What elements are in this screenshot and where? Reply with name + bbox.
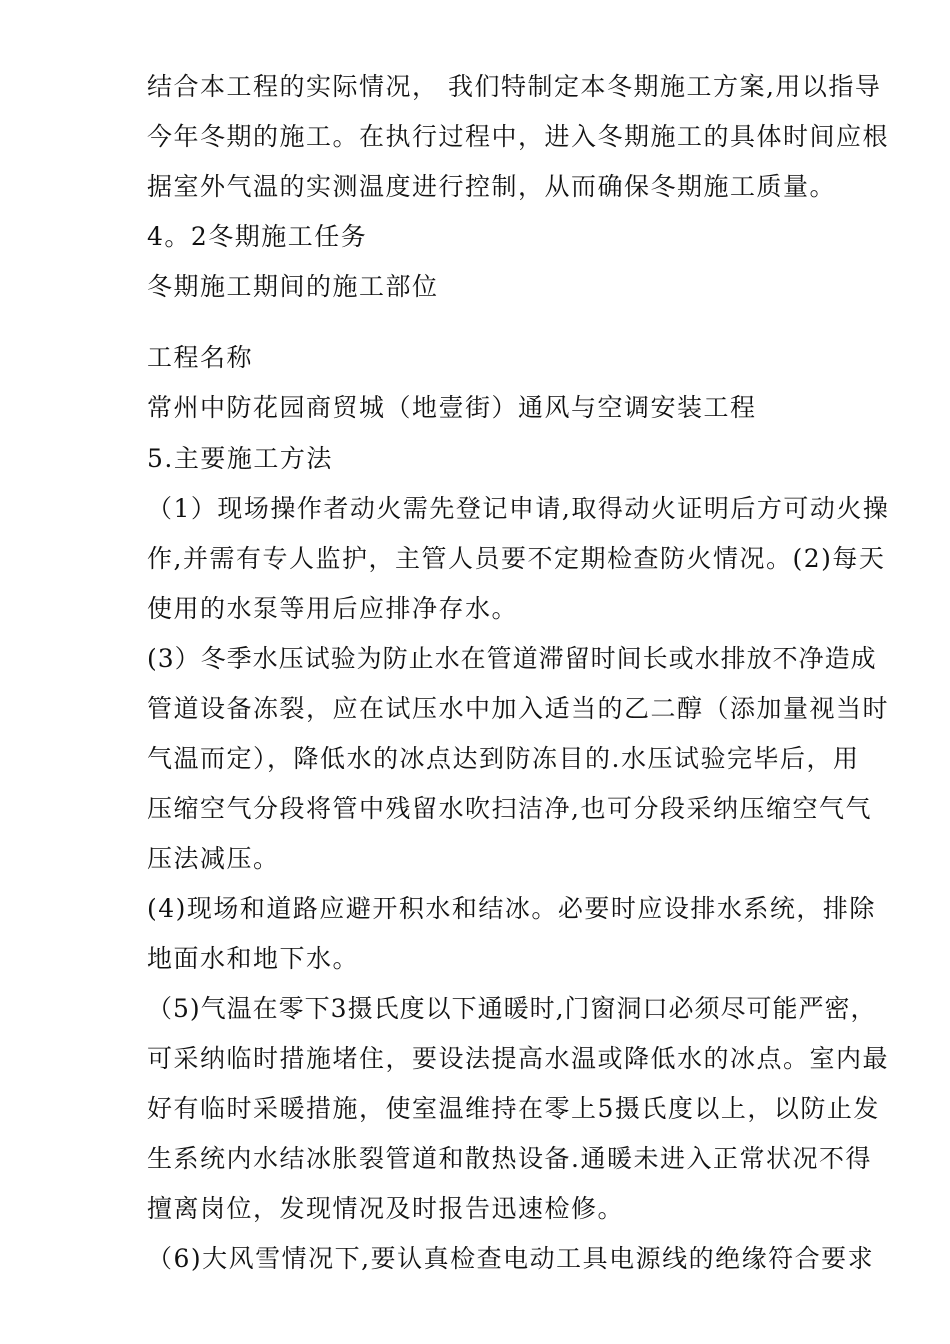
section-heading: 5.主要施工方法 bbox=[147, 444, 333, 473]
paragraph-line: 压缩空气分段将管中残留水吹扫洁净,也可分段采纳压缩空气气 bbox=[147, 794, 872, 823]
paragraph-line: 作,并需有专人监护，主管人员要不定期检查防火情况。(2)每天 bbox=[147, 544, 886, 573]
paragraph-line: (4)现场和道路应避开积水和结冰。必要时应设排水系统，排除 bbox=[147, 894, 876, 923]
paragraph-line: 好有临时采暖措施，使室温维持在零上5摄氏度以上，以防止发 bbox=[147, 1094, 880, 1123]
project-name: 常州中防花园商贸城（地壹街）通风与空调安装工程 bbox=[147, 393, 757, 422]
paragraph-line: (3）冬季水压试验为防止水在管道滞留时间长或水排放不净造成 bbox=[147, 644, 877, 673]
section-heading: 4。2冬期施工任务 bbox=[147, 222, 368, 251]
paragraph-line: （6)大风雪情况下,要认真检查电动工具电源线的绝缘符合要求 bbox=[147, 1244, 875, 1273]
paragraph-line: 冬期施工期间的施工部位 bbox=[147, 272, 439, 301]
paragraph-line: 生系统内水结冰胀裂管道和散热设备.通暖未进入正常状况不得 bbox=[147, 1144, 872, 1173]
paragraph-line: 擅离岗位，发现情况及时报告迅速检修。 bbox=[147, 1194, 625, 1223]
paragraph-line: 今年冬期的施工。在执行过程中，进入冬期施工的具体时间应根 bbox=[147, 122, 890, 151]
paragraph-line: 可采纳临时措施堵住，要设法提高水温或降低水的冰点。室内最 bbox=[147, 1044, 890, 1073]
paragraph-line: 气温而定），降低水的冰点达到防冻目的.水压试验完毕后，用 bbox=[147, 744, 860, 773]
paragraph-line: （1）现场操作者动火需先登记申请,取得动火证明后方可动火操 bbox=[147, 494, 890, 523]
paragraph-line: 管道设备冻裂，应在试压水中加入适当的乙二醇（添加量视当时 bbox=[147, 694, 890, 723]
paragraph-line: 地面水和地下水。 bbox=[147, 944, 360, 973]
paragraph-line: （5)气温在零下3摄氏度以下通暖时,门窗洞口必须尽可能严密， bbox=[147, 994, 877, 1023]
paragraph-line: 使用的水泵等用后应排净存水。 bbox=[147, 594, 519, 623]
paragraph-line: 据室外气温的实测温度进行控制，从而确保冬期施工质量。 bbox=[147, 172, 837, 201]
paragraph-line: 结合本工程的实际情况， 我们特制定本冬期施工方案,用以指导 bbox=[147, 72, 882, 101]
paragraph-line: 压法减压。 bbox=[147, 844, 280, 873]
table-header-label: 工程名称 bbox=[147, 343, 254, 372]
